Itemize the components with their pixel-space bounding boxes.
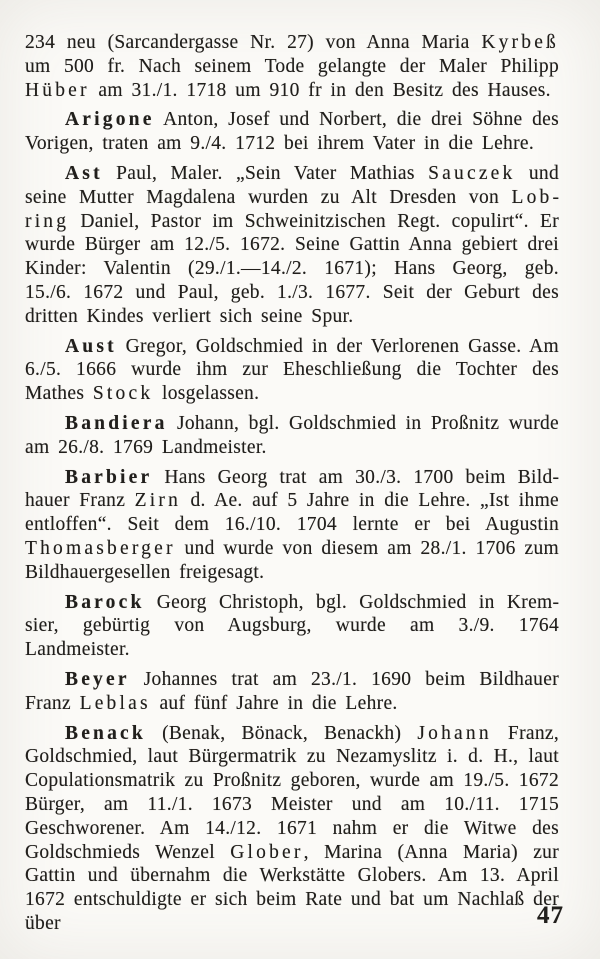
paragraph	[25, 668, 559, 716]
entry-headword: Bandiera	[65, 412, 168, 434]
entry-headword: Beyer	[65, 668, 130, 690]
text-run: 234 neu (Sarcandergasse Nr. 27) von Anna Maria	[25, 32, 482, 53]
entry-headword: Barbier	[65, 466, 153, 488]
spaced-name: Zirn	[134, 490, 182, 512]
spaced-name: Leblas	[79, 692, 151, 714]
text-run: Anton, Josef und Norbert, die drei Söhne des Vorigen, traten am 9./4. 1712 bei ihrem Vater in die Lehre.	[25, 109, 559, 155]
page-number: 47	[537, 902, 564, 929]
text-block	[25, 31, 559, 936]
paragraph	[25, 108, 559, 156]
paragraph	[25, 722, 559, 936]
paragraph	[25, 466, 559, 585]
text-run: Johannes trat am 23./1. 1690 beim Bildhauer Franz	[25, 668, 559, 714]
text-run: Franz, Goldschmied, laut Bürgermatrik zu Nezamyslitz i. d. H., laut Copulationsmatrik zu Proßnitz geboren, wurde am 19./5. 1672 Bürger, am 11./1. 1673 Meister und am 10./11. 1715 Geschworener. Am 14./12. 1671 nahm er die Witwe des Goldschmieds Wenzel	[25, 722, 559, 863]
text-run: (Benak, Bönack, Benackh)	[145, 722, 418, 744]
text-run: Hans Georg trat am 30./3. 1700 beim Bildhauer Franz	[25, 466, 559, 512]
text-run: und wurde von diesem am 28./1. 1706 zum Bildhauergesellen freigesagt.	[25, 537, 559, 583]
paragraph	[25, 31, 559, 102]
spaced-name: Lobring	[25, 186, 559, 232]
entry-headword: Aust	[65, 335, 117, 357]
text-run: um 500 fr. Nach seinem Tode gelangte der Maler Philipp	[25, 55, 559, 77]
text-run: auf fünf Jahre in die Lehre.	[150, 692, 398, 714]
text-run: , Marina (Anna Maria) zur Gattin und übernahm die Werkstätte Globers. Am 13. April 1672 entschuldigte er sich beim Rate und bat um Nachlaß der über	[25, 841, 559, 934]
paragraph	[25, 162, 559, 329]
spaced-name: Johann	[417, 722, 492, 744]
spaced-name: Stock	[92, 383, 154, 405]
entry-headword: Arigone	[65, 109, 155, 131]
text-run: Johann, bgl. Goldschmied in Proßnitz wurde am 26./8. 1769 Landmeister.	[25, 412, 559, 458]
text-run: Gregor, Goldschmied in der Verlorenen Gasse. Am 6./5. 1666 wurde ihm zur Eheschließung die Tochter des Mathes	[25, 335, 559, 405]
text-run: Daniel, Pastor im Schweinitzischen Regt. copulirt“. Er wurde Bürger am 12./5. 1672. Seine Gattin Anna gebiert drei Kinder: Valentin (29./1.—14./2. 1671); Hans Georg, geb. 15./6. 1672 und Paul, geb. 1./3. 1677. Seit der Geburt des dritten Kindes verliert sich seine Spur.	[25, 210, 559, 327]
spaced-name: Kyrbeß	[481, 32, 559, 53]
entry-headword: Benack	[65, 722, 146, 744]
spaced-name: Thomasberger	[25, 537, 176, 559]
text-run: Georg Christoph, bgl. Goldschmied in Kremsier, gebürtig von Augsburg, wurde am 3./9. 1764 Landmeister.	[25, 591, 559, 661]
text-run: Paul, Maler. „Sein Vater Mathias	[102, 162, 429, 184]
spaced-name: Sauczek	[428, 162, 516, 184]
entry-headword: Barock	[65, 591, 145, 613]
spaced-name: Hüber	[25, 79, 90, 101]
text-run: losgelassen.	[153, 383, 260, 405]
text-run: d. Ae. auf 5 Jahre in die Lehre. „Ist ihme entloffen“. Seit dem 16./10. 1704 lernte er bei Augustin	[25, 490, 559, 536]
text-run: und seine Mutter Magdalena wurden zu Alt Dresden von	[25, 162, 560, 208]
entry-headword: Ast	[65, 162, 103, 184]
spaced-name: Glober	[230, 841, 304, 863]
paragraph	[25, 335, 559, 406]
paragraph	[25, 412, 559, 460]
paragraph	[25, 591, 559, 662]
text-run: am 31./1. 1718 um 910 fr in den Besitz des Hauses.	[89, 79, 551, 101]
